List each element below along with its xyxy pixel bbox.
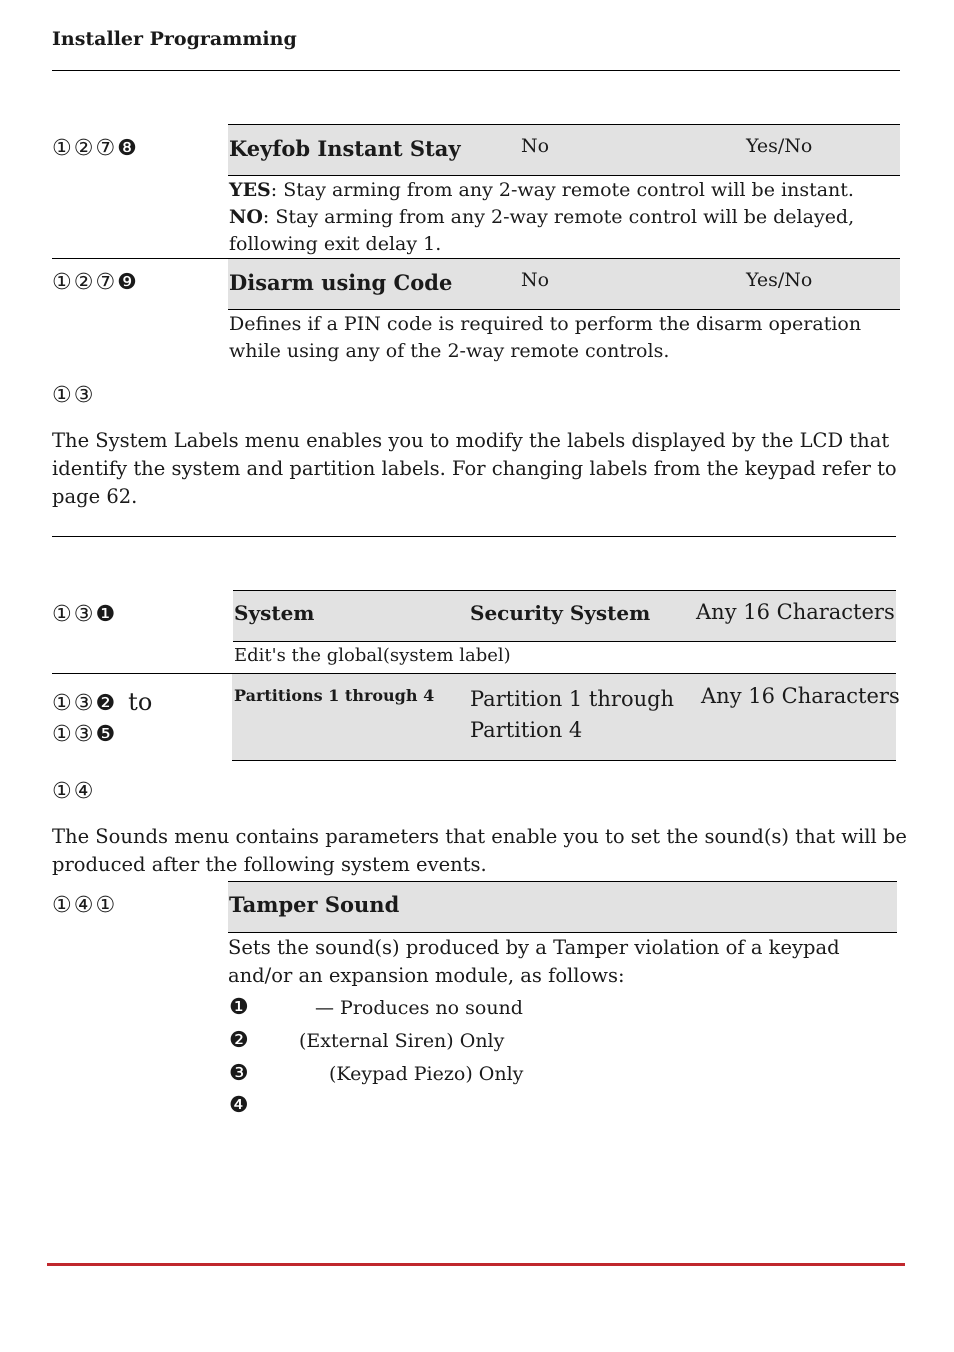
no-key: NO xyxy=(229,206,263,228)
row-codes-start xyxy=(52,688,152,716)
option-text: (External Siren) Only xyxy=(299,1030,505,1052)
option-number: ❹ xyxy=(229,1093,251,1118)
row-codes-end: ①③❺ xyxy=(52,722,118,747)
section-codes: ①④ xyxy=(52,779,96,804)
option-number: ❶ xyxy=(229,995,251,1020)
param-name: System xyxy=(234,601,315,625)
option-number: ❷ xyxy=(229,1028,251,1053)
section-codes: ①③ xyxy=(52,383,96,408)
yes-key: YES xyxy=(229,179,271,201)
row-codes: ①④① xyxy=(52,893,118,918)
param-name: Tamper Sound xyxy=(229,892,400,917)
row-codes: ①②⑦❾ xyxy=(52,270,139,295)
option-number: ❸ xyxy=(229,1061,251,1086)
default-line2: Partition 4 xyxy=(470,718,583,742)
no-text: : Stay arming from any 2-way remote control will be delayed, following exit delay 1. xyxy=(229,206,855,255)
param-range: Yes/No xyxy=(746,135,813,157)
row-codes: ①③❶ xyxy=(52,602,118,627)
param-default: No xyxy=(521,269,550,291)
param-range: Any 16 Characters xyxy=(696,600,895,624)
codes-a: ①③❷ xyxy=(52,691,118,716)
section-intro: The System Labels menu enables you to modify the labels displayed by the LCD that identify the system and partition labels. For changing labels from the keypad refer to page 62. xyxy=(52,429,897,508)
section-divider xyxy=(52,536,896,537)
param-default: No xyxy=(521,135,550,157)
param-description: Sets the sound(s) produced by a Tamper violation of a keypad and/or an expansion module, as follows: xyxy=(228,936,840,987)
param-name: Keyfob Instant Stay xyxy=(229,136,461,161)
param-name: Disarm using Code xyxy=(229,270,453,295)
option-text: — Produces no sound xyxy=(315,997,523,1019)
header-divider xyxy=(52,70,900,71)
param-description: Defines if a PIN code is required to perform the disarm operation while using any of the 2-way remote controls. xyxy=(229,313,862,362)
param-default xyxy=(470,684,674,746)
param-name: Partitions 1 through 4 xyxy=(234,686,435,705)
row-codes: ①②⑦❽ xyxy=(52,136,139,161)
param-description xyxy=(229,177,869,258)
footer-divider xyxy=(47,1263,905,1266)
param-range: Yes/No xyxy=(746,269,813,291)
yes-text: : Stay arming from any 2-way remote control will be instant. xyxy=(270,179,854,201)
option-text: (Keypad Piezo) Only xyxy=(329,1063,524,1085)
row-divider xyxy=(52,258,228,259)
section-intro: The Sounds menu contains parameters that enable you to set the sound(s) that will be produced after the following system events. xyxy=(52,825,907,876)
page-header-title: Installer Programming xyxy=(52,28,297,50)
default-line1: Partition 1 through xyxy=(470,687,675,711)
to-label: to xyxy=(128,688,153,716)
param-range: Any 16 Characters xyxy=(701,684,900,708)
param-default: Security System xyxy=(470,601,651,625)
param-description: Edit's the global(system label) xyxy=(234,645,511,666)
